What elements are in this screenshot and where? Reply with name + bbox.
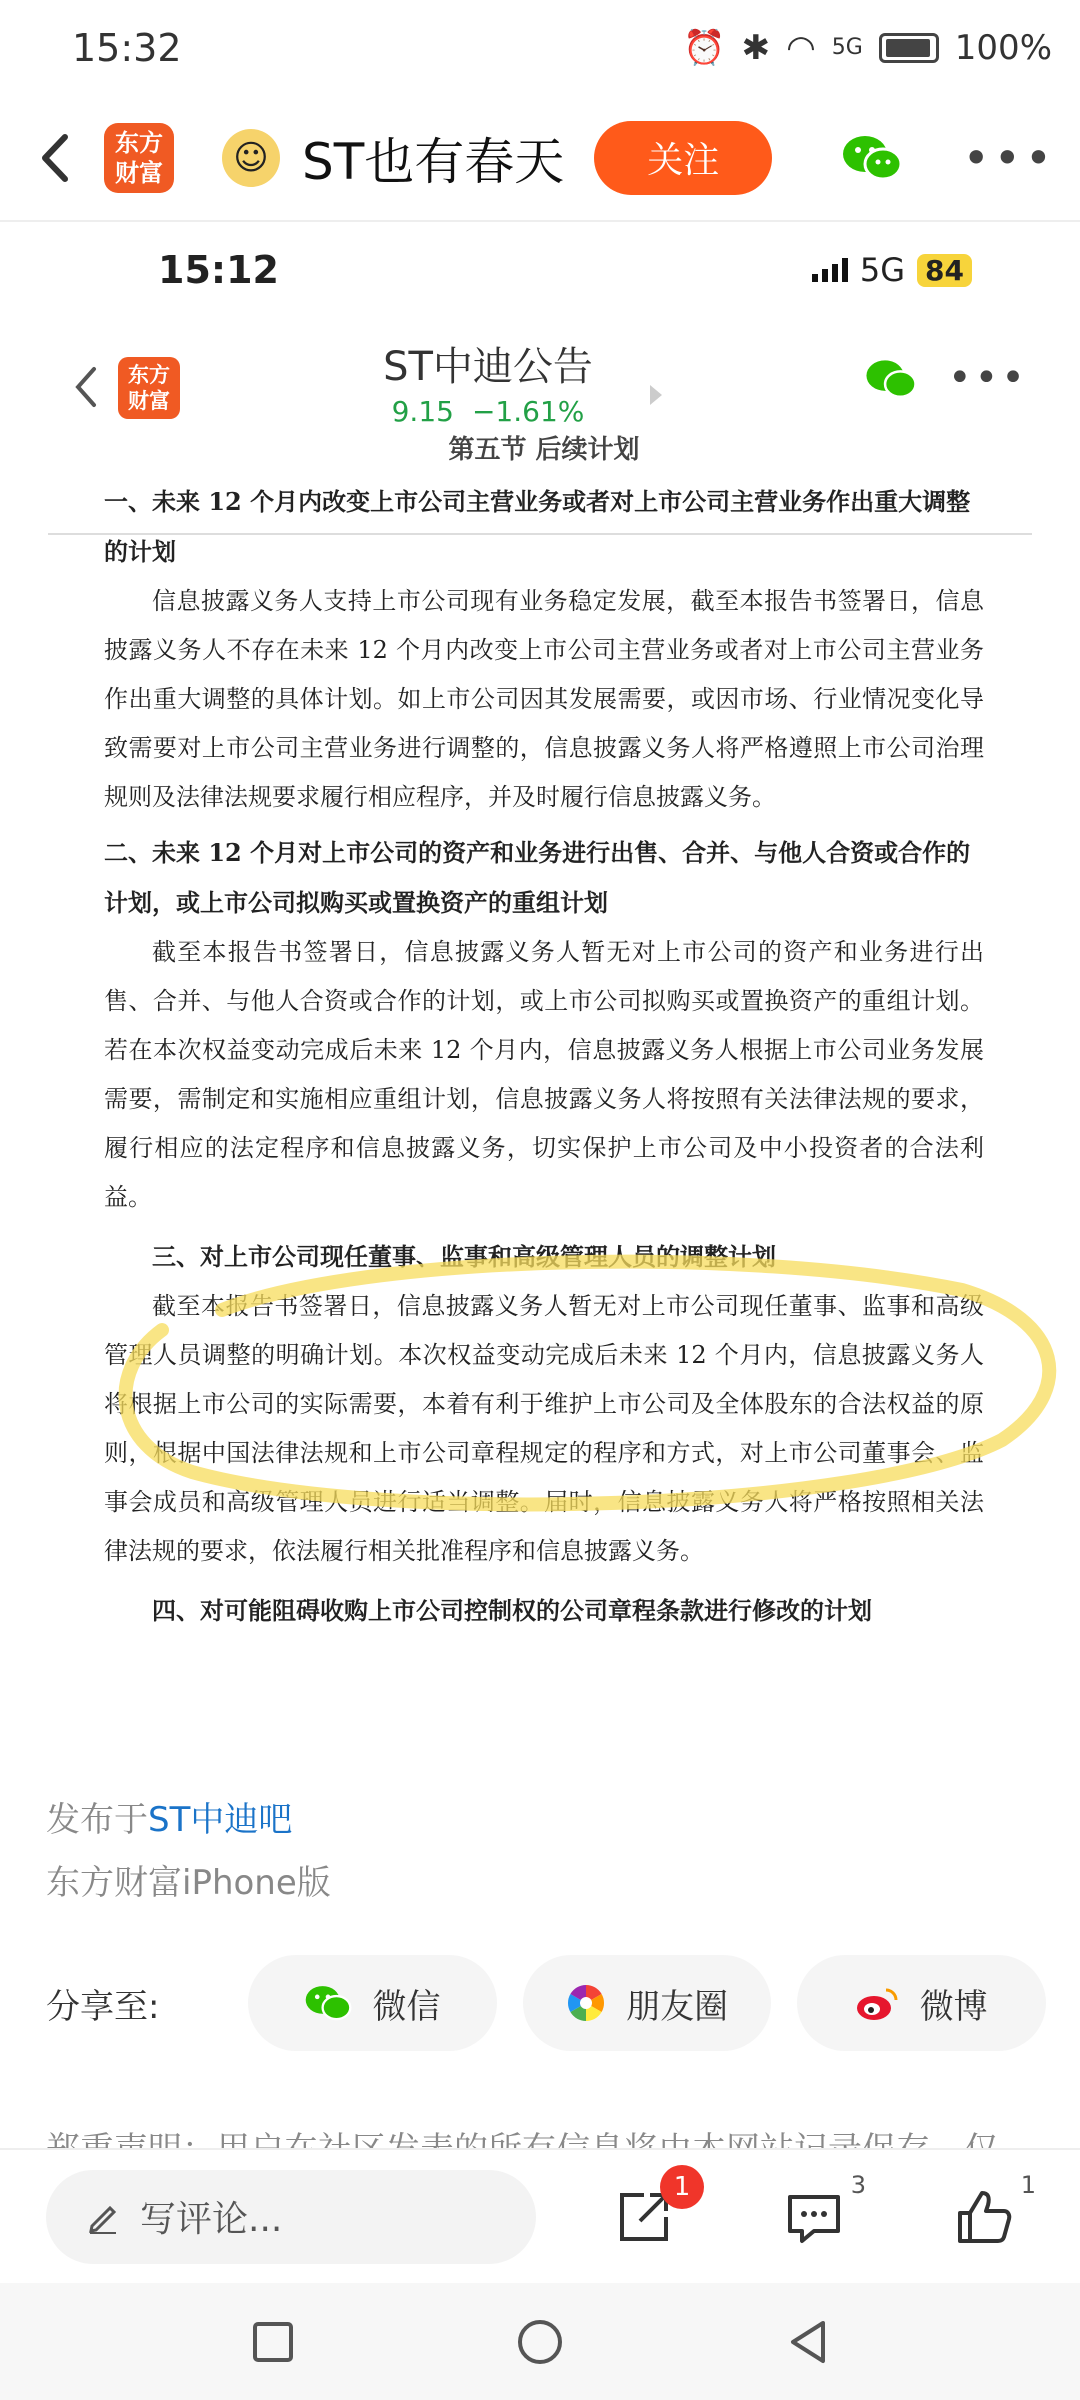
logo-text-2: 财富 xyxy=(115,158,163,187)
share-row xyxy=(46,1955,1046,2051)
home-icon[interactable] xyxy=(515,2317,565,2367)
wechat-icon xyxy=(304,1983,352,2023)
thumbs-up-icon xyxy=(954,2187,1014,2247)
share-label: 分享至: xyxy=(46,1986,160,2027)
inner-status-bar xyxy=(48,235,1032,305)
header-divider xyxy=(0,220,1080,222)
recents-icon[interactable] xyxy=(251,2320,295,2364)
share-badge: 1 xyxy=(660,2165,704,2209)
inner-logo-text-1: 东方 xyxy=(128,363,170,387)
username[interactable]: ST也有春天 xyxy=(302,132,565,191)
share-moments-label: 朋友圈 xyxy=(626,1986,729,2027)
share-weibo-label: 微博 xyxy=(919,1986,988,2027)
wechat-share-icon[interactable] xyxy=(841,132,903,184)
inner-time: 15:12 xyxy=(158,248,279,292)
published-in xyxy=(46,1792,292,1841)
share-button[interactable] xyxy=(614,2171,691,2247)
follow-button[interactable]: 关注 xyxy=(594,121,772,195)
comment-input[interactable] xyxy=(46,2170,536,2264)
inner-price-row xyxy=(328,395,648,428)
doc-paragraph-3: 截至本报告书签署日，信息披露义务人暂无对上市公司现任董事、监事和高级管理人员调整的明确计划。本次权益变动完成后未来 12 个月内，信息披露义务人将根据上市公司的实际需要，本着有利于维护上市公司及全体股东的合法权益的原则，根据中国法律法规和上市公司章程规定的程序和方式，对上市公司董事会、监事会成员和高级管理人员进行适当调整。届时，信息披露义务人将严格按照相关法律法规的要求，依法履行相关批准程序和信息披露义务。 xyxy=(104,1292,984,1565)
inner-title: ST中迪公告 xyxy=(383,344,593,390)
wifi-icon: ◠ xyxy=(786,27,816,68)
document-page xyxy=(104,435,984,1636)
alarm-icon: ⏰ xyxy=(683,27,726,68)
inner-wechat-icon xyxy=(864,357,918,401)
pen-icon xyxy=(86,2200,120,2234)
back-arrow-icon xyxy=(37,133,71,183)
like-button[interactable] xyxy=(954,2170,1036,2247)
inner-network: 5G xyxy=(859,251,906,289)
inner-caret-icon xyxy=(650,385,662,405)
doc-paragraph-2: 截至本报告书签署日，信息披露义务人暂无对上市公司的资产和业务进行出售、合并、与他人合资或合作的计划，或上市公司拟购买或置换资产的重组计划。若在本次权益变动完成后未来 12 个月内，信息披露义务人根据上市公司业务发展需要，需制定和实施相应重组计划，信息披露义务人将按照有关法律法规的要求，履行相应的法定程序和信息披露义务，切实保护上市公司及中小投资者的合法利益。 xyxy=(104,938,984,1211)
inner-battery: 84 xyxy=(917,254,972,287)
inner-price: 9.15 xyxy=(391,395,454,428)
post-image[interactable] xyxy=(48,235,1032,1695)
back-nav-icon[interactable] xyxy=(785,2317,829,2367)
inner-change: −1.61% xyxy=(471,395,585,428)
inner-more-icon: ••• xyxy=(948,355,1028,401)
system-icons xyxy=(683,28,1052,68)
doc-paragraph-1: 信息披露义务人支持上市公司现有业务稳定发展，截至本报告书签署日，信息披露义务人不存在未来 12 个月内改变上市公司主营业务或者对上市公司主营业务作出重大调整的具体计划。如上市公司因其发展需要，或因市场、行业情况变化导致需要对上市公司主营业务进行调整的，信息披露义务人将严格遵照上市公司治理规则及法律法规要求履行相应程序，并及时履行信息披露义务。 xyxy=(104,587,984,811)
weibo-icon xyxy=(856,1984,900,2022)
doc-heading-2: 二、未来 12 个月对上市公司的资产和业务进行出售、合并、与他人合资或合作的计划，或上市公司拟购买或置换资产的重组计划 xyxy=(104,838,971,917)
share-wechat-button[interactable] xyxy=(248,1955,497,2051)
back-button[interactable] xyxy=(24,128,84,188)
comment-count: 3 xyxy=(850,2170,866,2199)
share-wechat-label: 微信 xyxy=(372,1986,441,2027)
system-navigation-bar xyxy=(0,2283,1080,2400)
share-moments-button[interactable] xyxy=(523,1955,772,2051)
published-prefix: 发布于 xyxy=(46,1800,148,1840)
signal-label: 5G xyxy=(831,35,863,60)
inner-logo-text-2: 财富 xyxy=(128,389,170,413)
post-source: 东方财富iPhone版 xyxy=(46,1863,331,1903)
inner-app-logo xyxy=(118,357,180,419)
comments-button[interactable] xyxy=(784,2170,866,2247)
doc-cut-heading: 第五节 后续计划 xyxy=(448,435,640,465)
battery-icon xyxy=(879,33,939,63)
app-logo[interactable] xyxy=(104,123,174,193)
disclaimer-text xyxy=(46,2120,1046,2148)
bottom-action-bar xyxy=(0,2148,1080,2283)
comment-icon xyxy=(784,2187,844,2247)
doc-heading-1: 一、未来 12 个月内改变上市公司主营业务或者对上市公司主营业务作出重大调整的计划 xyxy=(104,487,971,566)
status-time: 15:32 xyxy=(72,25,182,70)
inner-back-icon xyxy=(72,365,98,409)
moments-icon xyxy=(566,1983,606,2023)
more-options-icon[interactable]: ••• xyxy=(962,130,1056,185)
signal-bars-icon xyxy=(812,258,848,282)
like-count: 1 xyxy=(1020,2170,1036,2199)
status-bar xyxy=(0,0,1080,95)
doc-heading-4: 四、对可能阻碍收购上市公司控制权的公司章程条款进行修改的计划 xyxy=(152,1596,872,1625)
doc-heading-3: 三、对上市公司现任董事、监事和高级管理人员的调整计划 xyxy=(152,1242,776,1271)
battery-percent: 100% xyxy=(954,27,1052,68)
bluetooth-icon: ✱ xyxy=(741,27,771,68)
logo-text-1: 东方 xyxy=(115,128,163,157)
user-avatar[interactable]: ☺ xyxy=(222,129,280,187)
comment-placeholder: 写评论... xyxy=(140,2199,283,2240)
app-header xyxy=(0,95,1080,220)
share-weibo-button[interactable] xyxy=(797,1955,1046,2051)
forum-link[interactable]: ST中迪吧 xyxy=(148,1800,293,1840)
